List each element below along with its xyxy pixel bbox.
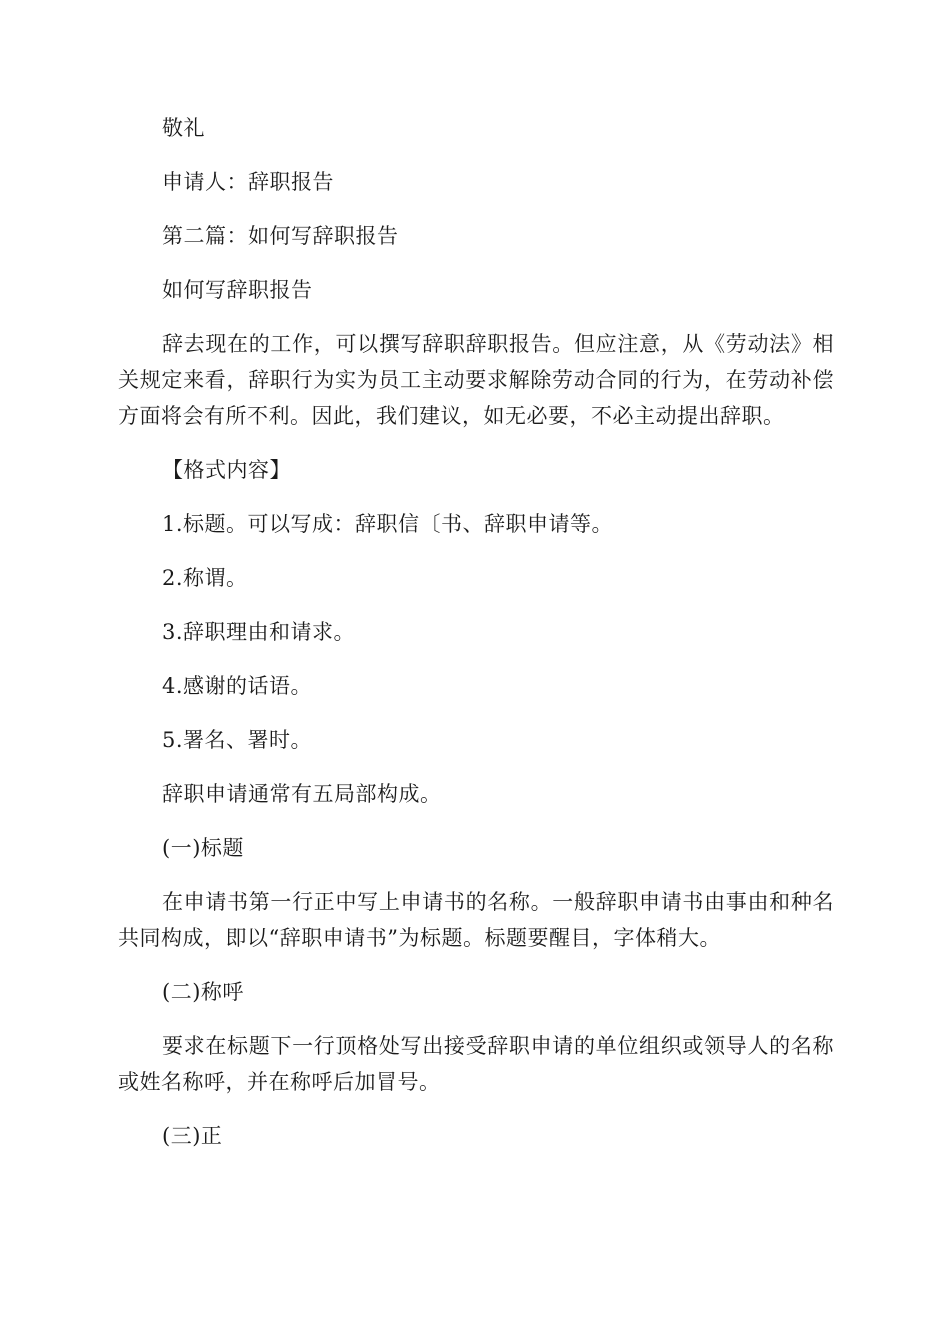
- list-item-title: 1.标题。可以写成：辞职信〔书、辞职申请等。: [162, 512, 614, 536]
- subheading: 如何写辞职报告: [162, 278, 313, 302]
- list-item-thanks: 4.感谢的话语。: [162, 674, 313, 698]
- intro-paragraph: 辞去现在的工作，可以撰写辞职辞职报告。但应注意，从《劳动法》相关规定来看，辞职行为实为员工主动要求解除劳动合同的行为，在劳动补偿方面将会有所不利。因此，我们建议，如无必要，不必主动提出辞职。: [118, 332, 834, 428]
- section-heading: 第二篇：如何写辞职报告: [162, 224, 399, 248]
- part-two-paragraph: 要求在标题下一行顶格处写出接受辞职申请的单位组织或领导人的名称或姓名称呼，并在称呼后加冒号。: [118, 1034, 834, 1094]
- part-one-heading: (一)标题: [162, 836, 244, 860]
- part-three-heading: (三)正: [162, 1124, 223, 1148]
- closing-salutation: 敬礼: [162, 116, 205, 140]
- list-item-salutation: 2.称谓。: [162, 566, 248, 590]
- part-two-heading: (二)称呼: [162, 980, 244, 1004]
- structure-summary: 辞职申请通常有五局部构成。: [162, 782, 442, 806]
- list-item-reason: 3.辞职理由和请求。: [162, 620, 356, 644]
- document-body: [118, 110, 834, 1172]
- list-item-signature: 5.署名、署时。: [162, 728, 313, 752]
- format-heading: 【格式内容】: [162, 458, 291, 482]
- part-one-paragraph: 在申请书第一行正中写上申请书的名称。一般辞职申请书由事由和种名共同构成，即以“辞职申请书”为标题。标题要醒目，字体稍大。: [118, 890, 834, 950]
- applicant-line: 申请人：辞职报告: [162, 170, 334, 194]
